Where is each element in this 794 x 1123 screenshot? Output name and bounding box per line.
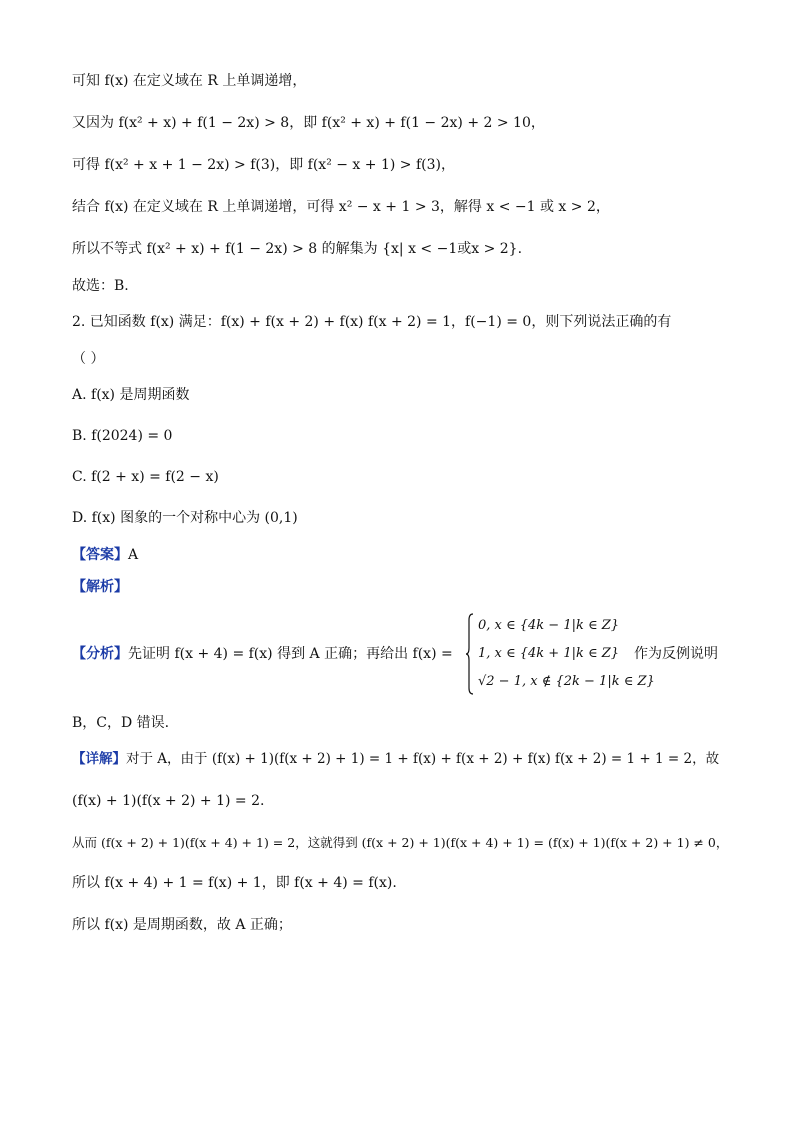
case-row: 0, x ∈ {4k − 1|k ∈ Z} xyxy=(478,618,620,633)
text-line: (f(x) + 1)(f(x + 2) + 1) = 2. xyxy=(72,793,265,809)
text-line: 从而 (f(x + 2) + 1)(f(x + 4) + 1) = 2，这就得到 (f(x + 2) + 1)(f(x + 4) + 1) = (f(x) + 1)(f(x + 2) + 1) ≠ 0， xyxy=(72,835,729,850)
fenxi-text: 先证明 f(x + 4) = f(x) 得到 A 正确；再给出 f(x) = xyxy=(128,646,453,662)
text-line: 又因为 f(x² + x) + f(1 − 2x) > 8，即 f(x² + x) + f(1 − 2x) + 2 > 10， xyxy=(72,115,545,131)
piecewise-function xyxy=(466,612,655,696)
text-line: 所以不等式 f(x² + x) + f(1 − 2x) > 8 的解集为 {x| x < −1或x > 2}. xyxy=(72,241,523,257)
option-a: A. f(x) 是周期函数 xyxy=(72,387,190,403)
text-line: B，C，D 错误. xyxy=(72,715,170,731)
xiangjie-line xyxy=(72,748,734,770)
answer-tag: 【答案】 xyxy=(72,547,128,563)
xiangjie-tag: 【详解】 xyxy=(72,751,126,767)
option-c: C. f(2 + x) = f(2 − x) xyxy=(72,469,219,485)
xiangjie-text: 对于 A，由于 (f(x) + 1)(f(x + 2) + 1) = 1 + f(x) + f(x + 2) + f(x) f(x + 2) = 1 + 1 = 2，故 xyxy=(126,751,720,767)
option-d: D. f(x) 图象的一个对称中心为 (0,1) xyxy=(72,510,298,526)
fenxi-continuation: 作为反例说明 xyxy=(634,646,718,662)
analysis-line xyxy=(72,576,734,598)
answer-blank: （ ） xyxy=(72,351,105,367)
text-line: 结合 f(x) 在定义域在 R 上单调递增，可得 x² − x + 1 > 3，解得 x < −1 或 x > 2， xyxy=(72,199,610,215)
text-line: 故选：B. xyxy=(72,278,129,294)
fenxi-tag: 【分析】 xyxy=(72,646,128,662)
left-brace-icon xyxy=(466,612,474,696)
text-line: 可得 f(x² + x + 1 − 2x) > f(3)，即 f(x² − x + 1) > f(3)， xyxy=(72,157,455,173)
answer-line xyxy=(72,544,734,566)
text-line: 所以 f(x + 4) + 1 = f(x) + 1，即 f(x + 4) = f(x). xyxy=(72,875,397,891)
analysis-tag: 【解析】 xyxy=(72,579,128,595)
question-stem: 2. 已知函数 f(x) 满足：f(x) + f(x + 2) + f(x) f(x + 2) = 1，f(−1) = 0，则下列说法正确的有 xyxy=(72,314,672,330)
case-row: √2 − 1, x ∉ {2k − 1|k ∈ Z} xyxy=(478,674,655,689)
answer-value: A xyxy=(128,547,139,563)
option-b: B. f(2024) = 0 xyxy=(72,428,173,444)
text-line: 可知 f(x) 在定义域在 R 上单调递增， xyxy=(72,73,307,89)
text-line: 所以 f(x) 是周期函数，故 A 正确； xyxy=(72,917,292,933)
case-row: 1, x ∈ {4k + 1|k ∈ Z} xyxy=(478,646,620,661)
